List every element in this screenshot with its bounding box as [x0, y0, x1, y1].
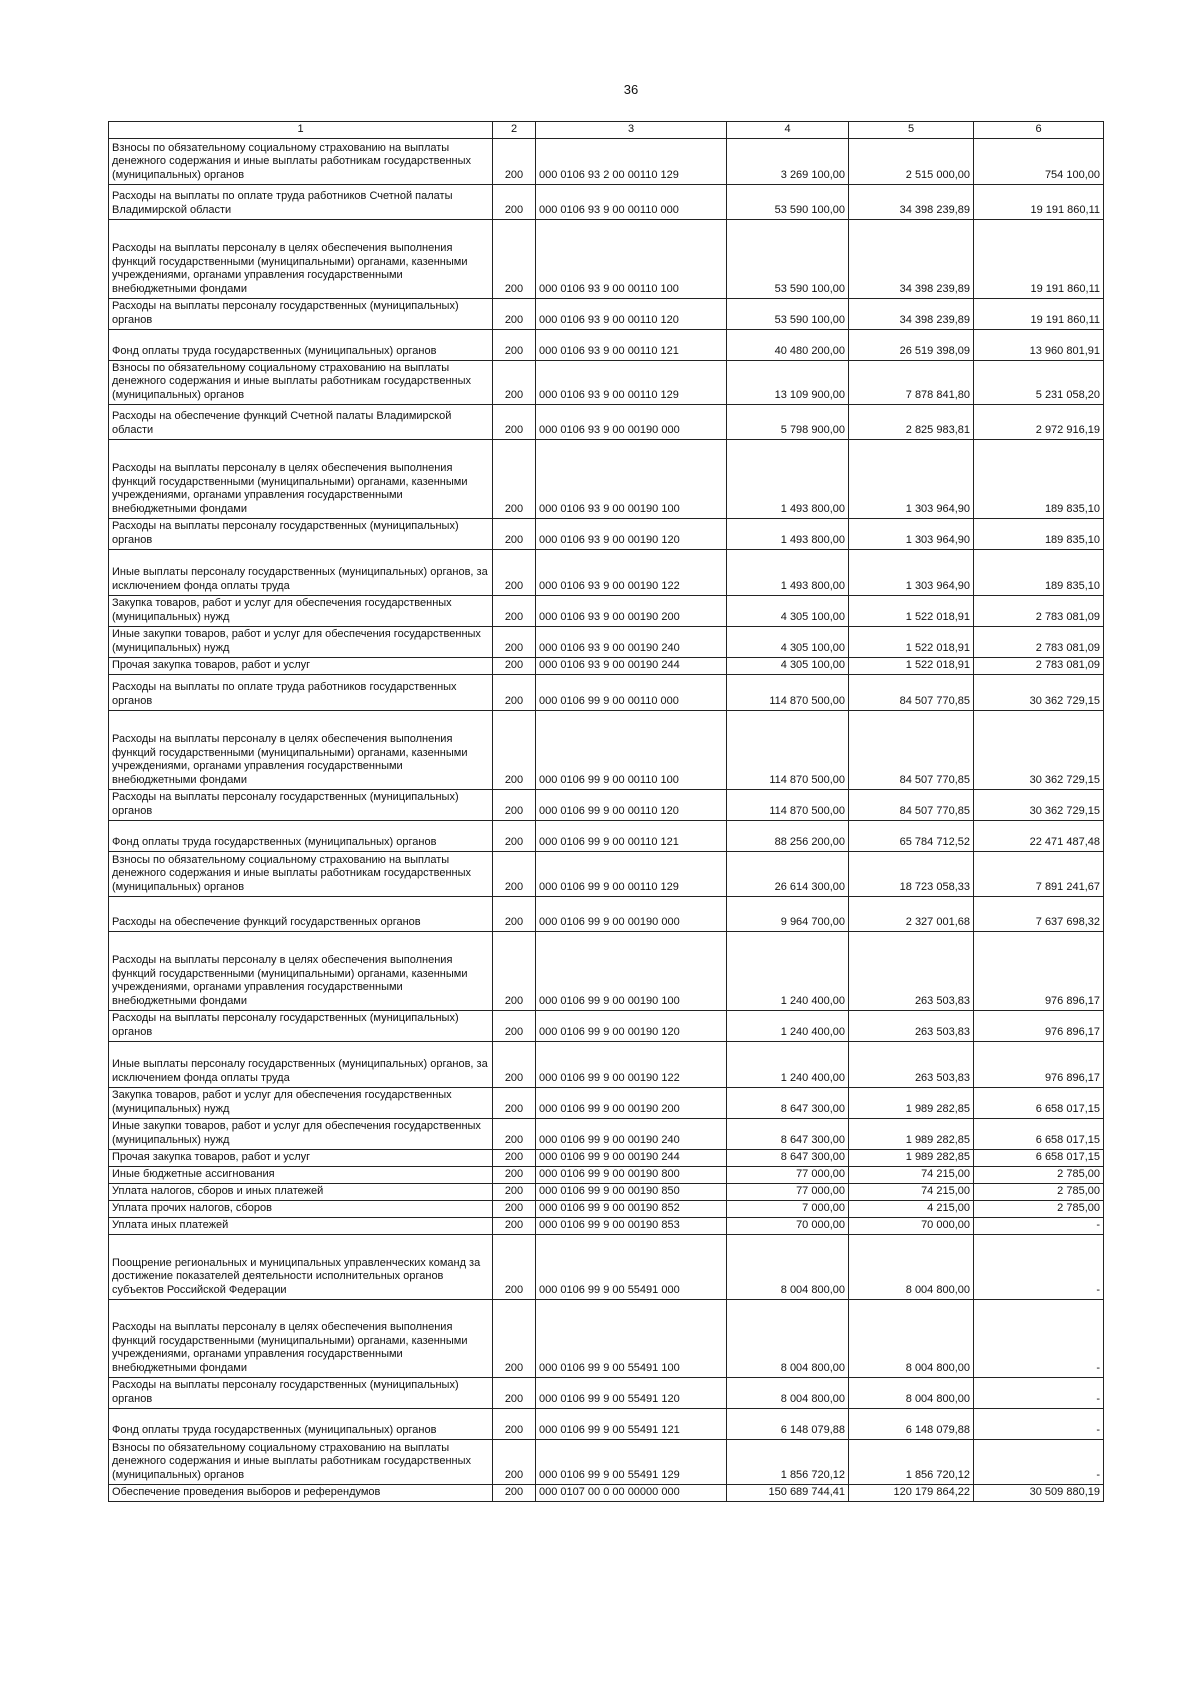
- page-number: 36: [623, 82, 639, 97]
- table-body: [109, 138, 1104, 1501]
- row-kbk-cell: 000 0106 93 9 00 00190 100: [536, 439, 727, 518]
- row-unexecuted-cell: 976 896,17: [974, 1041, 1104, 1087]
- row-code-cell: 200: [493, 1408, 536, 1439]
- row-kbk-cell: 000 0106 99 9 00 55491 000: [536, 1234, 727, 1299]
- row-kbk-cell: 000 0106 99 9 00 00190 853: [536, 1217, 727, 1234]
- row-executed-cell: 1 303 964,90: [849, 439, 974, 518]
- table-row: [109, 789, 1104, 820]
- row-kbk-cell: 000 0106 99 9 00 00110 120: [536, 789, 727, 820]
- table-row: [109, 1010, 1104, 1041]
- row-name-cell: Закупка товаров, работ и услуг для обеспечения государственных (муниципальных) нужд: [109, 1087, 493, 1118]
- row-executed-cell: 1 522 018,91: [849, 626, 974, 657]
- row-code-cell: 200: [493, 219, 536, 298]
- row-kbk-cell: 000 0106 99 9 00 00190 100: [536, 931, 727, 1010]
- row-unexecuted-cell: 189 835,10: [974, 439, 1104, 518]
- row-kbk-cell: 000 0106 93 9 00 00190 122: [536, 549, 727, 595]
- row-executed-cell: 1 989 282,85: [849, 1149, 974, 1166]
- table-row: [109, 931, 1104, 1010]
- row-code-cell: 200: [493, 1299, 536, 1377]
- row-unexecuted-cell: 5 231 058,20: [974, 360, 1104, 404]
- row-unexecuted-cell: 13 960 801,91: [974, 329, 1104, 360]
- row-name-cell: Взносы по обязательному социальному страхованию на выплаты денежного содержания и иные выплаты работникам государственных (муниципальных) органов: [109, 1439, 493, 1484]
- table-row: [109, 851, 1104, 896]
- row-executed-cell: 84 507 770,85: [849, 674, 974, 710]
- row-name-cell: Иные бюджетные ассигнования: [109, 1166, 493, 1183]
- row-approved-cell: 1 240 400,00: [727, 1010, 849, 1041]
- row-code-cell: 200: [493, 360, 536, 404]
- row-kbk-cell: 000 0106 99 9 00 55491 129: [536, 1439, 727, 1484]
- column-header-4: 4: [727, 122, 849, 139]
- table-row: [109, 626, 1104, 657]
- row-approved-cell: 8 004 800,00: [727, 1234, 849, 1299]
- row-kbk-cell: 000 0106 99 9 00 00110 000: [536, 674, 727, 710]
- table-row: [109, 1439, 1104, 1484]
- row-approved-cell: 5 798 900,00: [727, 404, 849, 439]
- row-code-cell: 200: [493, 1149, 536, 1166]
- row-unexecuted-cell: 30 362 729,15: [974, 674, 1104, 710]
- row-name-cell: Расходы на выплаты персоналу в целях обеспечения выполнения функций государственными (муниципальными) органами, казенными учреждениями, органами управления государственными внебюджетными фондами: [109, 931, 493, 1010]
- row-unexecuted-cell: 2 785,00: [974, 1200, 1104, 1217]
- row-approved-cell: 88 256 200,00: [727, 820, 849, 851]
- row-approved-cell: 4 305 100,00: [727, 595, 849, 626]
- row-code-cell: 200: [493, 1377, 536, 1408]
- row-code-cell: 200: [493, 1166, 536, 1183]
- row-name-cell: Расходы на выплаты персоналу в целях обеспечения выполнения функций государственными (муниципальными) органами, казенными учреждениями, органами управления государственными внебюджетными фондами: [109, 710, 493, 789]
- table-row: [109, 1377, 1104, 1408]
- row-executed-cell: 34 398 239,89: [849, 298, 974, 329]
- row-executed-cell: 84 507 770,85: [849, 789, 974, 820]
- row-approved-cell: 8 647 300,00: [727, 1149, 849, 1166]
- column-number-row: [109, 122, 1104, 139]
- row-kbk-cell: 000 0106 93 9 00 00110 000: [536, 184, 727, 219]
- row-executed-cell: 8 004 800,00: [849, 1377, 974, 1408]
- row-executed-cell: 2 825 983,81: [849, 404, 974, 439]
- row-code-cell: 200: [493, 138, 536, 184]
- table-row: [109, 439, 1104, 518]
- row-approved-cell: 1 240 400,00: [727, 931, 849, 1010]
- row-executed-cell: 26 519 398,09: [849, 329, 974, 360]
- row-code-cell: 200: [493, 1087, 536, 1118]
- budget-execution-table: [108, 121, 1104, 1502]
- row-unexecuted-cell: -: [974, 1234, 1104, 1299]
- row-unexecuted-cell: 2 785,00: [974, 1183, 1104, 1200]
- row-code-cell: 200: [493, 549, 536, 595]
- row-name-cell: Расходы на выплаты персоналу государственных (муниципальных) органов: [109, 1010, 493, 1041]
- row-unexecuted-cell: 976 896,17: [974, 931, 1104, 1010]
- table-row: [109, 1183, 1104, 1200]
- row-executed-cell: 1 856 720,12: [849, 1439, 974, 1484]
- row-unexecuted-cell: -: [974, 1217, 1104, 1234]
- row-unexecuted-cell: 6 658 017,15: [974, 1087, 1104, 1118]
- row-kbk-cell: 000 0106 99 9 00 00190 200: [536, 1087, 727, 1118]
- column-header-2: 2: [493, 122, 536, 139]
- row-code-cell: 200: [493, 1234, 536, 1299]
- row-unexecuted-cell: 189 835,10: [974, 518, 1104, 549]
- row-kbk-cell: 000 0106 99 9 00 00110 121: [536, 820, 727, 851]
- row-code-cell: 200: [493, 851, 536, 896]
- table-row: [109, 896, 1104, 931]
- row-name-cell: Фонд оплаты труда государственных (муниципальных) органов: [109, 1408, 493, 1439]
- row-executed-cell: 1 989 282,85: [849, 1087, 974, 1118]
- table-row: [109, 1041, 1104, 1087]
- table-row: [109, 710, 1104, 789]
- row-unexecuted-cell: -: [974, 1377, 1104, 1408]
- row-unexecuted-cell: 2 783 081,09: [974, 595, 1104, 626]
- row-kbk-cell: 000 0106 93 9 00 00190 240: [536, 626, 727, 657]
- row-code-cell: 200: [493, 710, 536, 789]
- row-approved-cell: 8 004 800,00: [727, 1377, 849, 1408]
- row-approved-cell: 114 870 500,00: [727, 710, 849, 789]
- column-header-3: 3: [536, 122, 727, 139]
- row-unexecuted-cell: 6 658 017,15: [974, 1149, 1104, 1166]
- row-kbk-cell: 000 0106 93 2 00 00110 129: [536, 138, 727, 184]
- table-row: [109, 1087, 1104, 1118]
- row-code-cell: 200: [493, 1439, 536, 1484]
- row-approved-cell: 77 000,00: [727, 1166, 849, 1183]
- row-executed-cell: 1 303 964,90: [849, 518, 974, 549]
- row-code-cell: 200: [493, 595, 536, 626]
- row-unexecuted-cell: 189 835,10: [974, 549, 1104, 595]
- row-executed-cell: 263 503,83: [849, 931, 974, 1010]
- row-approved-cell: 114 870 500,00: [727, 789, 849, 820]
- row-executed-cell: 1 303 964,90: [849, 549, 974, 595]
- row-approved-cell: 8 647 300,00: [727, 1118, 849, 1149]
- row-kbk-cell: 000 0106 93 9 00 00110 120: [536, 298, 727, 329]
- row-code-cell: 200: [493, 404, 536, 439]
- row-name-cell: Прочая закупка товаров, работ и услуг: [109, 657, 493, 674]
- row-code-cell: 200: [493, 896, 536, 931]
- row-code-cell: 200: [493, 657, 536, 674]
- row-name-cell: Прочая закупка товаров, работ и услуг: [109, 1149, 493, 1166]
- table-row: [109, 1118, 1104, 1149]
- row-unexecuted-cell: -: [974, 1439, 1104, 1484]
- row-kbk-cell: 000 0106 93 9 00 00190 000: [536, 404, 727, 439]
- row-executed-cell: 120 179 864,22: [849, 1484, 974, 1501]
- row-approved-cell: 1 493 800,00: [727, 518, 849, 549]
- row-approved-cell: 1 493 800,00: [727, 549, 849, 595]
- row-name-cell: Расходы на выплаты по оплате труда работников Счетной палаты Владимирской области: [109, 184, 493, 219]
- row-approved-cell: 40 480 200,00: [727, 329, 849, 360]
- row-unexecuted-cell: 30 362 729,15: [974, 710, 1104, 789]
- table-row: [109, 1484, 1104, 1501]
- row-executed-cell: 263 503,83: [849, 1041, 974, 1087]
- row-code-cell: 200: [493, 820, 536, 851]
- row-kbk-cell: 000 0106 99 9 00 00190 120: [536, 1010, 727, 1041]
- row-unexecuted-cell: 6 658 017,15: [974, 1118, 1104, 1149]
- table-row: [109, 674, 1104, 710]
- row-code-cell: 200: [493, 1041, 536, 1087]
- row-name-cell: Расходы на выплаты персоналу государственных (муниципальных) органов: [109, 298, 493, 329]
- row-name-cell: Взносы по обязательному социальному страхованию на выплаты денежного содержания и иные выплаты работникам государственных (муниципальных) органов: [109, 138, 493, 184]
- row-kbk-cell: 000 0106 99 9 00 00190 240: [536, 1118, 727, 1149]
- row-kbk-cell: 000 0106 99 9 00 00190 000: [536, 896, 727, 931]
- row-name-cell: Расходы на выплаты персоналу в целях обеспечения выполнения функций государственными (муниципальными) органами, казенными учреждениями, органами управления государственными внебюджетными фондами: [109, 439, 493, 518]
- row-executed-cell: 70 000,00: [849, 1217, 974, 1234]
- column-header-1: 1: [109, 122, 493, 139]
- row-name-cell: Поощрение региональных и муниципальных управленческих команд за достижение показателей деятельности исполнительных органов субъектов Российской Федерации: [109, 1234, 493, 1299]
- row-code-cell: 200: [493, 626, 536, 657]
- row-code-cell: 200: [493, 1200, 536, 1217]
- table-row: [109, 298, 1104, 329]
- row-approved-cell: 53 590 100,00: [727, 219, 849, 298]
- row-kbk-cell: 000 0106 93 9 00 00110 100: [536, 219, 727, 298]
- row-kbk-cell: 000 0106 93 9 00 00190 244: [536, 657, 727, 674]
- row-executed-cell: 2 515 000,00: [849, 138, 974, 184]
- table-row: [109, 184, 1104, 219]
- row-name-cell: Взносы по обязательному социальному страхованию на выплаты денежного содержания и иные выплаты работникам государственных (муниципальных) органов: [109, 360, 493, 404]
- row-code-cell: 200: [493, 184, 536, 219]
- row-executed-cell: 65 784 712,52: [849, 820, 974, 851]
- row-name-cell: Иные выплаты персоналу государственных (муниципальных) органов, за исключением фонда оплаты труда: [109, 1041, 493, 1087]
- row-executed-cell: 6 148 079,88: [849, 1408, 974, 1439]
- row-unexecuted-cell: 7 637 698,32: [974, 896, 1104, 931]
- row-approved-cell: 3 269 100,00: [727, 138, 849, 184]
- row-kbk-cell: 000 0106 99 9 00 00190 800: [536, 1166, 727, 1183]
- table-row: [109, 138, 1104, 184]
- row-approved-cell: 26 614 300,00: [727, 851, 849, 896]
- row-unexecuted-cell: 7 891 241,67: [974, 851, 1104, 896]
- row-code-cell: 200: [493, 1010, 536, 1041]
- row-approved-cell: 70 000,00: [727, 1217, 849, 1234]
- row-approved-cell: 150 689 744,41: [727, 1484, 849, 1501]
- row-kbk-cell: 000 0106 99 9 00 00110 100: [536, 710, 727, 789]
- table-row: [109, 820, 1104, 851]
- table-row: [109, 329, 1104, 360]
- row-code-cell: 200: [493, 789, 536, 820]
- row-executed-cell: 18 723 058,33: [849, 851, 974, 896]
- row-name-cell: Расходы на выплаты персоналу в целях обеспечения выполнения функций государственными (муниципальными) органами, казенными учреждениями, органами управления государственными внебюджетными фондами: [109, 219, 493, 298]
- row-kbk-cell: 000 0106 99 9 00 55491 120: [536, 1377, 727, 1408]
- row-name-cell: Закупка товаров, работ и услуг для обеспечения государственных (муниципальных) нужд: [109, 595, 493, 626]
- row-approved-cell: 8 647 300,00: [727, 1087, 849, 1118]
- row-approved-cell: 13 109 900,00: [727, 360, 849, 404]
- row-name-cell: Фонд оплаты труда государственных (муниципальных) органов: [109, 820, 493, 851]
- row-approved-cell: 114 870 500,00: [727, 674, 849, 710]
- row-approved-cell: 9 964 700,00: [727, 896, 849, 931]
- row-name-cell: Иные закупки товаров, работ и услуг для обеспечения государственных (муниципальных) нужд: [109, 1118, 493, 1149]
- row-unexecuted-cell: -: [974, 1299, 1104, 1377]
- table-row: [109, 1149, 1104, 1166]
- row-kbk-cell: 000 0106 99 9 00 00190 122: [536, 1041, 727, 1087]
- row-executed-cell: 4 215,00: [849, 1200, 974, 1217]
- row-code-cell: 200: [493, 1217, 536, 1234]
- row-kbk-cell: 000 0106 93 9 00 00110 129: [536, 360, 727, 404]
- row-approved-cell: 1 240 400,00: [727, 1041, 849, 1087]
- row-unexecuted-cell: 2 783 081,09: [974, 657, 1104, 674]
- row-code-cell: 200: [493, 674, 536, 710]
- table-row: [109, 360, 1104, 404]
- row-name-cell: Расходы на выплаты по оплате труда работников государственных органов: [109, 674, 493, 710]
- row-approved-cell: 8 004 800,00: [727, 1299, 849, 1377]
- row-approved-cell: 1 493 800,00: [727, 439, 849, 518]
- row-unexecuted-cell: 754 100,00: [974, 138, 1104, 184]
- row-approved-cell: 77 000,00: [727, 1183, 849, 1200]
- row-name-cell: Расходы на обеспечение функций Счетной палаты Владимирской области: [109, 404, 493, 439]
- row-executed-cell: 1 522 018,91: [849, 657, 974, 674]
- table-row: [109, 1299, 1104, 1377]
- column-header-6: 6: [974, 122, 1104, 139]
- row-executed-cell: 84 507 770,85: [849, 710, 974, 789]
- row-unexecuted-cell: 2 785,00: [974, 1166, 1104, 1183]
- table-row: [109, 1408, 1104, 1439]
- column-header-5: 5: [849, 122, 974, 139]
- row-name-cell: Обеспечение проведения выборов и референдумов: [109, 1484, 493, 1501]
- row-kbk-cell: 000 0106 99 9 00 00190 850: [536, 1183, 727, 1200]
- row-name-cell: Взносы по обязательному социальному страхованию на выплаты денежного содержания и иные выплаты работникам государственных (муниципальных) органов: [109, 851, 493, 896]
- row-unexecuted-cell: -: [974, 1408, 1104, 1439]
- row-kbk-cell: 000 0106 93 9 00 00190 200: [536, 595, 727, 626]
- row-kbk-cell: 000 0106 93 9 00 00110 121: [536, 329, 727, 360]
- row-approved-cell: 1 856 720,12: [727, 1439, 849, 1484]
- row-kbk-cell: 000 0106 99 9 00 55491 100: [536, 1299, 727, 1377]
- row-approved-cell: 53 590 100,00: [727, 298, 849, 329]
- row-name-cell: Расходы на выплаты персоналу государственных (муниципальных) органов: [109, 1377, 493, 1408]
- table-row: [109, 219, 1104, 298]
- row-name-cell: Расходы на выплаты персоналу государственных (муниципальных) органов: [109, 518, 493, 549]
- row-executed-cell: 74 215,00: [849, 1166, 974, 1183]
- row-approved-cell: 6 148 079,88: [727, 1408, 849, 1439]
- row-name-cell: Расходы на выплаты персоналу государственных (муниципальных) органов: [109, 789, 493, 820]
- row-code-cell: 200: [493, 931, 536, 1010]
- row-unexecuted-cell: 22 471 487,48: [974, 820, 1104, 851]
- row-executed-cell: 74 215,00: [849, 1183, 974, 1200]
- row-executed-cell: 34 398 239,89: [849, 219, 974, 298]
- row-approved-cell: 4 305 100,00: [727, 657, 849, 674]
- row-kbk-cell: 000 0106 99 9 00 55491 121: [536, 1408, 727, 1439]
- row-unexecuted-cell: 30 509 880,19: [974, 1484, 1104, 1501]
- row-name-cell: Уплата налогов, сборов и иных платежей: [109, 1183, 493, 1200]
- table-row: [109, 595, 1104, 626]
- row-code-cell: 200: [493, 1118, 536, 1149]
- row-unexecuted-cell: 19 191 860,11: [974, 219, 1104, 298]
- row-code-cell: 200: [493, 439, 536, 518]
- row-kbk-cell: 000 0106 99 9 00 00190 852: [536, 1200, 727, 1217]
- row-name-cell: Уплата иных платежей: [109, 1217, 493, 1234]
- row-executed-cell: 2 327 001,68: [849, 896, 974, 931]
- row-code-cell: 200: [493, 1183, 536, 1200]
- table-row: [109, 1217, 1104, 1234]
- row-executed-cell: 1 989 282,85: [849, 1118, 974, 1149]
- row-name-cell: Расходы на обеспечение функций государственных органов: [109, 896, 493, 931]
- row-code-cell: 200: [493, 1484, 536, 1501]
- row-unexecuted-cell: 19 191 860,11: [974, 298, 1104, 329]
- row-name-cell: Иные выплаты персоналу государственных (муниципальных) органов, за исключением фонда оплаты труда: [109, 549, 493, 595]
- row-executed-cell: 7 878 841,80: [849, 360, 974, 404]
- row-approved-cell: 7 000,00: [727, 1200, 849, 1217]
- row-kbk-cell: 000 0106 99 9 00 00110 129: [536, 851, 727, 896]
- row-code-cell: 200: [493, 298, 536, 329]
- table-row: [109, 518, 1104, 549]
- table-row: [109, 404, 1104, 439]
- table-row: [109, 1166, 1104, 1183]
- row-kbk-cell: 000 0106 99 9 00 00190 244: [536, 1149, 727, 1166]
- row-name-cell: Уплата прочих налогов, сборов: [109, 1200, 493, 1217]
- row-code-cell: 200: [493, 518, 536, 549]
- row-name-cell: Иные закупки товаров, работ и услуг для обеспечения государственных (муниципальных) нужд: [109, 626, 493, 657]
- row-unexecuted-cell: 19 191 860,11: [974, 184, 1104, 219]
- row-unexecuted-cell: 30 362 729,15: [974, 789, 1104, 820]
- row-kbk-cell: 000 0107 00 0 00 00000 000: [536, 1484, 727, 1501]
- row-executed-cell: 263 503,83: [849, 1010, 974, 1041]
- row-executed-cell: 8 004 800,00: [849, 1299, 974, 1377]
- row-approved-cell: 4 305 100,00: [727, 626, 849, 657]
- table-row: [109, 1234, 1104, 1299]
- table-row: [109, 657, 1104, 674]
- row-executed-cell: 34 398 239,89: [849, 184, 974, 219]
- row-approved-cell: 53 590 100,00: [727, 184, 849, 219]
- row-unexecuted-cell: 976 896,17: [974, 1010, 1104, 1041]
- table-row: [109, 1200, 1104, 1217]
- row-unexecuted-cell: 2 783 081,09: [974, 626, 1104, 657]
- row-executed-cell: 8 004 800,00: [849, 1234, 974, 1299]
- row-name-cell: Расходы на выплаты персоналу в целях обеспечения выполнения функций государственными (муниципальными) органами, казенными учреждениями, органами управления государственными внебюджетными фондами: [109, 1299, 493, 1377]
- table-row: [109, 549, 1104, 595]
- row-unexecuted-cell: 2 972 916,19: [974, 404, 1104, 439]
- row-name-cell: Фонд оплаты труда государственных (муниципальных) органов: [109, 329, 493, 360]
- row-code-cell: 200: [493, 329, 536, 360]
- row-executed-cell: 1 522 018,91: [849, 595, 974, 626]
- row-kbk-cell: 000 0106 93 9 00 00190 120: [536, 518, 727, 549]
